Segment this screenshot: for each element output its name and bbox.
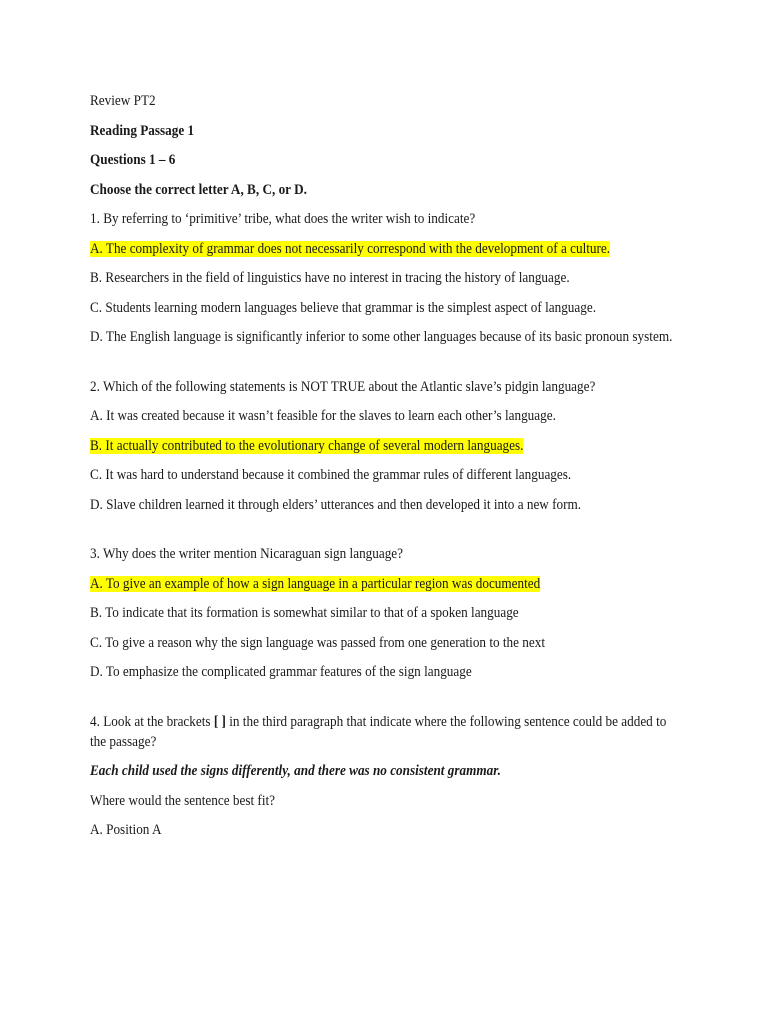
highlighted-answer: B. It actually contributed to the evolutionary change of several modern languages. <box>90 437 524 454</box>
question-4-stem <box>90 712 682 752</box>
passage-heading: Reading Passage 1 <box>90 122 195 139</box>
question-1-option-a <box>90 239 682 259</box>
question-2-option-b <box>90 436 682 456</box>
questions-range-heading: Questions 1 – 6 <box>90 152 176 168</box>
question-2-stem: 2. Which of the following statements is NOT TRUE about the Atlantic slave’s pidgin language? <box>90 378 596 395</box>
document-title: Review PT2 <box>90 93 156 109</box>
document-page <box>90 91 682 850</box>
question-2-option-c: C. It was hard to understand because it combined the grammar rules of different languages. <box>90 467 572 483</box>
brackets-symbol: [ ] <box>213 713 226 730</box>
question-2-option-d: D. Slave children learned it through elders’ utterances and then developed it into a new form. <box>90 496 582 513</box>
question-3-stem: 3. Why does the writer mention Nicaraguan sign language? <box>90 546 404 562</box>
spacer <box>90 692 682 712</box>
question-1-option-d: D. The English language is significantly inferior to some other languages because of its basic pronoun system. <box>90 329 673 345</box>
spacer <box>90 357 682 377</box>
question-1-option-b: B. Researchers in the field of linguistics have no interest in tracing the history of language. <box>90 270 570 286</box>
question-3-option-a <box>90 574 682 594</box>
question-1-stem: 1. By referring to ‘primitive’ tribe, what does the writer wish to indicate? <box>90 211 476 227</box>
question-3-option-b: B. To indicate that its formation is somewhat similar to that of a spoken language <box>90 605 519 621</box>
spacer <box>90 524 682 544</box>
instruction-text: Choose the correct letter A, B, C, or D. <box>90 181 307 198</box>
highlighted-answer: A. The complexity of grammar does not necessarily correspond with the development of a culture. <box>90 240 611 257</box>
question-1-option-c: C. Students learning modern languages believe that grammar is the simplest aspect of language. <box>90 299 597 316</box>
question-3-option-d: D. To emphasize the complicated grammar features of the sign language <box>90 664 472 680</box>
question-4-stem-part: in the third paragraph that indicate where the following sentence could be added to the passage? <box>90 713 667 750</box>
question-4-stem-part: 4. Look at the brackets <box>90 713 214 730</box>
question-4-option-a: A. Position A <box>90 822 162 838</box>
question-4-sentence: Each child used the signs differently, and there was no consistent grammar. <box>90 763 501 779</box>
question-3-option-c: C. To give a reason why the sign language was passed from one generation to the next <box>90 634 546 651</box>
highlighted-answer: A. To give an example of how a sign language in a particular region was documented <box>90 575 541 592</box>
question-4-prompt: Where would the sentence best fit? <box>90 792 276 809</box>
question-2-option-a: A. It was created because it wasn’t feasible for the slaves to learn each other’s language. <box>90 408 556 424</box>
